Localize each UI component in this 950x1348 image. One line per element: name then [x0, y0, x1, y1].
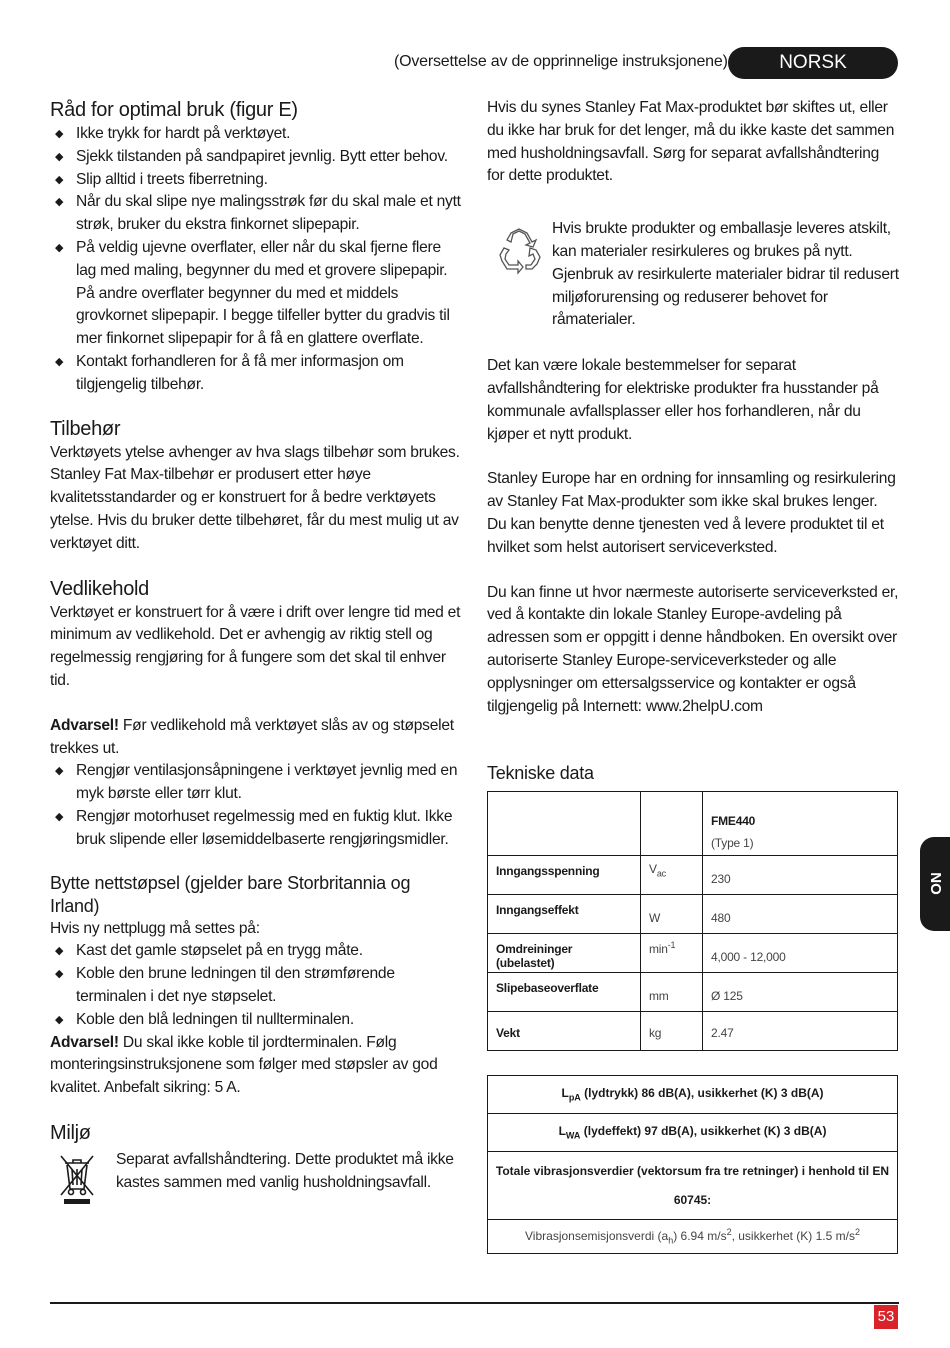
page-number: 53 — [874, 1305, 898, 1329]
plug-warning — [50, 1032, 462, 1100]
symbol: L — [561, 1086, 569, 1101]
spec-value: 230 — [703, 856, 898, 895]
tech-data-heading: Tekniske data — [487, 763, 594, 784]
tech-data-table — [487, 791, 898, 1051]
footer-divider — [50, 1302, 899, 1304]
vibration-heading-cell — [488, 1152, 898, 1220]
vibration-uncertainty: , usikkerhet (K) 1.5 m/s — [731, 1229, 855, 1244]
sound-pressure-text: (lydtrykk) 86 dB(A), usikkerhet (K) 3 dB(A) — [580, 1086, 824, 1101]
sound-power-cell — [488, 1114, 898, 1152]
sound-power-text: (lydeffekt) 97 dB(A), usikkerhet (K) 3 dB(A) — [580, 1124, 827, 1139]
spec-unit — [641, 934, 703, 973]
list-item: ◆ Rengjør motorhuset regelmessig med en fuktig klut. Ikke bruk slipende eller løsemiddelbaserte rengjøringsmidler. — [50, 806, 462, 852]
warning-label: Advarsel! — [50, 1033, 119, 1051]
service-center-text: Du kan finne ut hvor nærmeste autoriserte serviceverksted er, ved å kontakte din lokale Stanley Europe-avdeling på adressen som er oppgitt i denne håndboken. En oversikt over autoriserte Stanley Europe-serviceverksteder og alle opplysninger om ettersalgsservice og kontakter er også tilgjengelig på Internett: www.2helpU.com — [487, 583, 899, 715]
subscript: WA — [565, 1130, 581, 1141]
spec-label: Omdreininger (ubelastet) — [488, 934, 641, 973]
plug-heading: Bytte nettstøpsel (gjelder bare Storbritannia og Irland) — [50, 872, 411, 916]
subscript: h — [668, 1235, 674, 1246]
plug-list — [50, 940, 462, 1031]
model-type: (Type 1) — [711, 836, 754, 850]
warning-text: Før vedlikehold må verktøyet slås av og støpselet trekkes ut. — [50, 716, 454, 757]
translation-note: (Oversettelse av de opprinnelige instruksjonene) — [394, 53, 728, 70]
vibration-value-cell — [488, 1220, 898, 1254]
vibration-standard: 60745: — [673, 1192, 712, 1207]
table-row — [488, 973, 898, 1012]
right-column — [487, 97, 899, 785]
language-side-tab — [920, 837, 950, 931]
tips-heading: Råd for optimal bruk (figur E) — [50, 99, 298, 121]
maintenance-warning — [50, 715, 462, 761]
table-row — [488, 1220, 898, 1254]
spec-label: Inngangsspenning — [488, 856, 641, 895]
list-item: ◆ Sjekk tilstanden på sandpapiret jevnlig. Bytt etter behov. — [50, 146, 462, 169]
spec-unit: mm — [641, 973, 703, 1012]
local-regulations-text: Det kan være lokale bestemmelser for separat avfallshåndtering for elektriske produkter fra husstander på kommunale avfallsplasser eller hos forhandleren, når du kjøper et nytt produkt. — [487, 357, 879, 443]
list-item: ◆ På veldig ujevne overflater, eller når du skal fjerne flere lag med maling, begynner du med et grovere slipepapir. På andre overflater begynner du med et middels grovkornet slipepapir. I begge tilfeller bytter du gradvis til mer finkornet slipepapir for å få en glattere overflate. — [50, 237, 462, 351]
spec-label: Vekt — [488, 1012, 641, 1051]
maintenance-heading: Vedlikehold — [50, 577, 150, 600]
sound-pressure-cell — [488, 1076, 898, 1114]
superscript: 2 — [854, 1227, 860, 1238]
unit-symbol: min — [649, 942, 668, 956]
language-badge: NORSK — [728, 47, 898, 79]
spec-label: Slipebaseoverflate — [488, 973, 641, 1012]
spec-value: Ø 125 — [703, 973, 898, 1012]
table-row — [488, 934, 898, 973]
maintenance-list — [50, 760, 462, 851]
list-item: ◆ Kast det gamle støpselet på en trygg måte. — [50, 940, 462, 963]
table-row — [488, 1012, 898, 1051]
list-item: ◆ Kontakt forhandleren for å få mer informasjon om tilgjengelig tilbehør. — [50, 351, 462, 397]
superscript: 2 — [726, 1227, 732, 1238]
plug-intro: Hvis ny nettplugg må settes på: — [50, 919, 260, 937]
spec-value: 4,000 - 12,000 — [703, 934, 898, 973]
table-cell — [641, 792, 703, 856]
table-row — [488, 1114, 898, 1152]
symbol: L — [558, 1124, 566, 1139]
spec-unit: W — [641, 895, 703, 934]
spec-label: Inngangseffekt — [488, 895, 641, 934]
list-item: ◆ Når du skal slipe nye malingsstrøk før du skal male et nytt strøk, bruker du ekstra finkornet slipepapir. — [50, 191, 462, 237]
unit-subscript: ac — [656, 868, 666, 879]
vibration-heading: Totale vibrasjonsverdier (vektorsum fra tre retninger) i henhold til EN — [495, 1163, 890, 1178]
vibration-prefix: Vibrasjonsemisjonsverdi (a — [525, 1229, 669, 1244]
left-column — [50, 97, 462, 1194]
spec-unit — [641, 856, 703, 895]
recycle-text: Hvis brukte produkter og emballasje leveres atskilt, kan materialer resirkuleres og brukes på nytt. Gjenbruk av resirkulerte materialer bidrar til redusert miljøforurensing og reduserer behovet for råmaterialer. — [552, 220, 899, 329]
vibration-value: ) 6.94 m/s — [673, 1229, 727, 1244]
unit-symbol: V — [649, 862, 657, 876]
list-item: ◆ Ikke trykk for hardt på verktøyet. — [50, 123, 462, 146]
spec-value: 480 — [703, 895, 898, 934]
model-cell — [703, 792, 898, 856]
warning-text: Du skal ikke koble til jordterminalen. Følg monteringsinstruksjonene som følger med støpsler av god kvalitet. Anbefalt sikring: 5 A. — [50, 1033, 438, 1097]
table-cell — [488, 792, 641, 856]
noise-vibration-table — [487, 1075, 898, 1254]
list-item: ◆ Rengjør ventilasjonsåpningene i verktøyet jevnlig med en myk børste eller tørr klut. — [50, 760, 462, 806]
model-name: FME440 — [711, 814, 756, 828]
maintenance-text: Verktøyet er konstruert for å være i drift over lengre tid med et minimum av vedlikehold. Det er avhengig av riktig stell og regelmessig rengjøring for å fungere som det skal til enhver tid. — [50, 603, 461, 689]
table-row — [488, 792, 898, 856]
recycle-icon — [496, 228, 542, 276]
table-row — [488, 1152, 898, 1220]
disposal-text: Hvis du synes Stanley Fat Max-produktet bør skiftes ut, eller du ikke har bruk for det lenger, må du ikke kaste det sammen med husholdningsavfall. Sørg for separat avfallshåndtering for dette produktet. — [487, 99, 895, 185]
environment-heading: Miljø — [50, 1121, 91, 1144]
accessories-heading: Tilbehør — [50, 417, 121, 440]
list-item: ◆ Koble den brune ledningen til den strømførende terminalen i det nye støpselet. — [50, 963, 462, 1009]
environment-text: Separat avfallshåndtering. Dette produktet må ikke kastes sammen med vanlig husholdningsavfall. — [116, 1150, 454, 1191]
spec-unit: kg — [641, 1012, 703, 1051]
tips-list — [50, 123, 462, 397]
subscript: pA — [568, 1092, 581, 1103]
list-item: ◆ Slip alltid i treets fiberretning. — [50, 169, 462, 192]
collection-scheme-text: Stanley Europe har en ordning for innsamling og resirkulering av Stanley Fat Max-produkter som ikke skal brukes lenger. Du kan benytte denne tjenesten ved å levere produktet til et hvilket som helst autorisert serviceverksted. — [487, 470, 896, 556]
table-row — [488, 895, 898, 934]
table-row — [488, 1076, 898, 1114]
list-item: ◆ Koble den blå ledningen til nullterminalen. — [50, 1009, 462, 1032]
table-row — [488, 856, 898, 895]
spec-value: 2.47 — [703, 1012, 898, 1051]
unit-superscript: -1 — [667, 940, 676, 950]
accessories-text: Verktøyets ytelse avhenger av hva slags tilbehør som brukes. Stanley Fat Max-tilbehør er produsert etter høye kvalitetsstandarder og er konstruert for å bedre verktøyets ytelse. Hvis du bruker dette tilbehøret, får du mest mulig ut av verktøyet ditt. — [50, 443, 460, 552]
warning-label: Advarsel! — [50, 716, 119, 734]
side-tab-label: NO — [926, 872, 944, 895]
crossed-wheelie-bin-icon — [56, 1151, 98, 1205]
